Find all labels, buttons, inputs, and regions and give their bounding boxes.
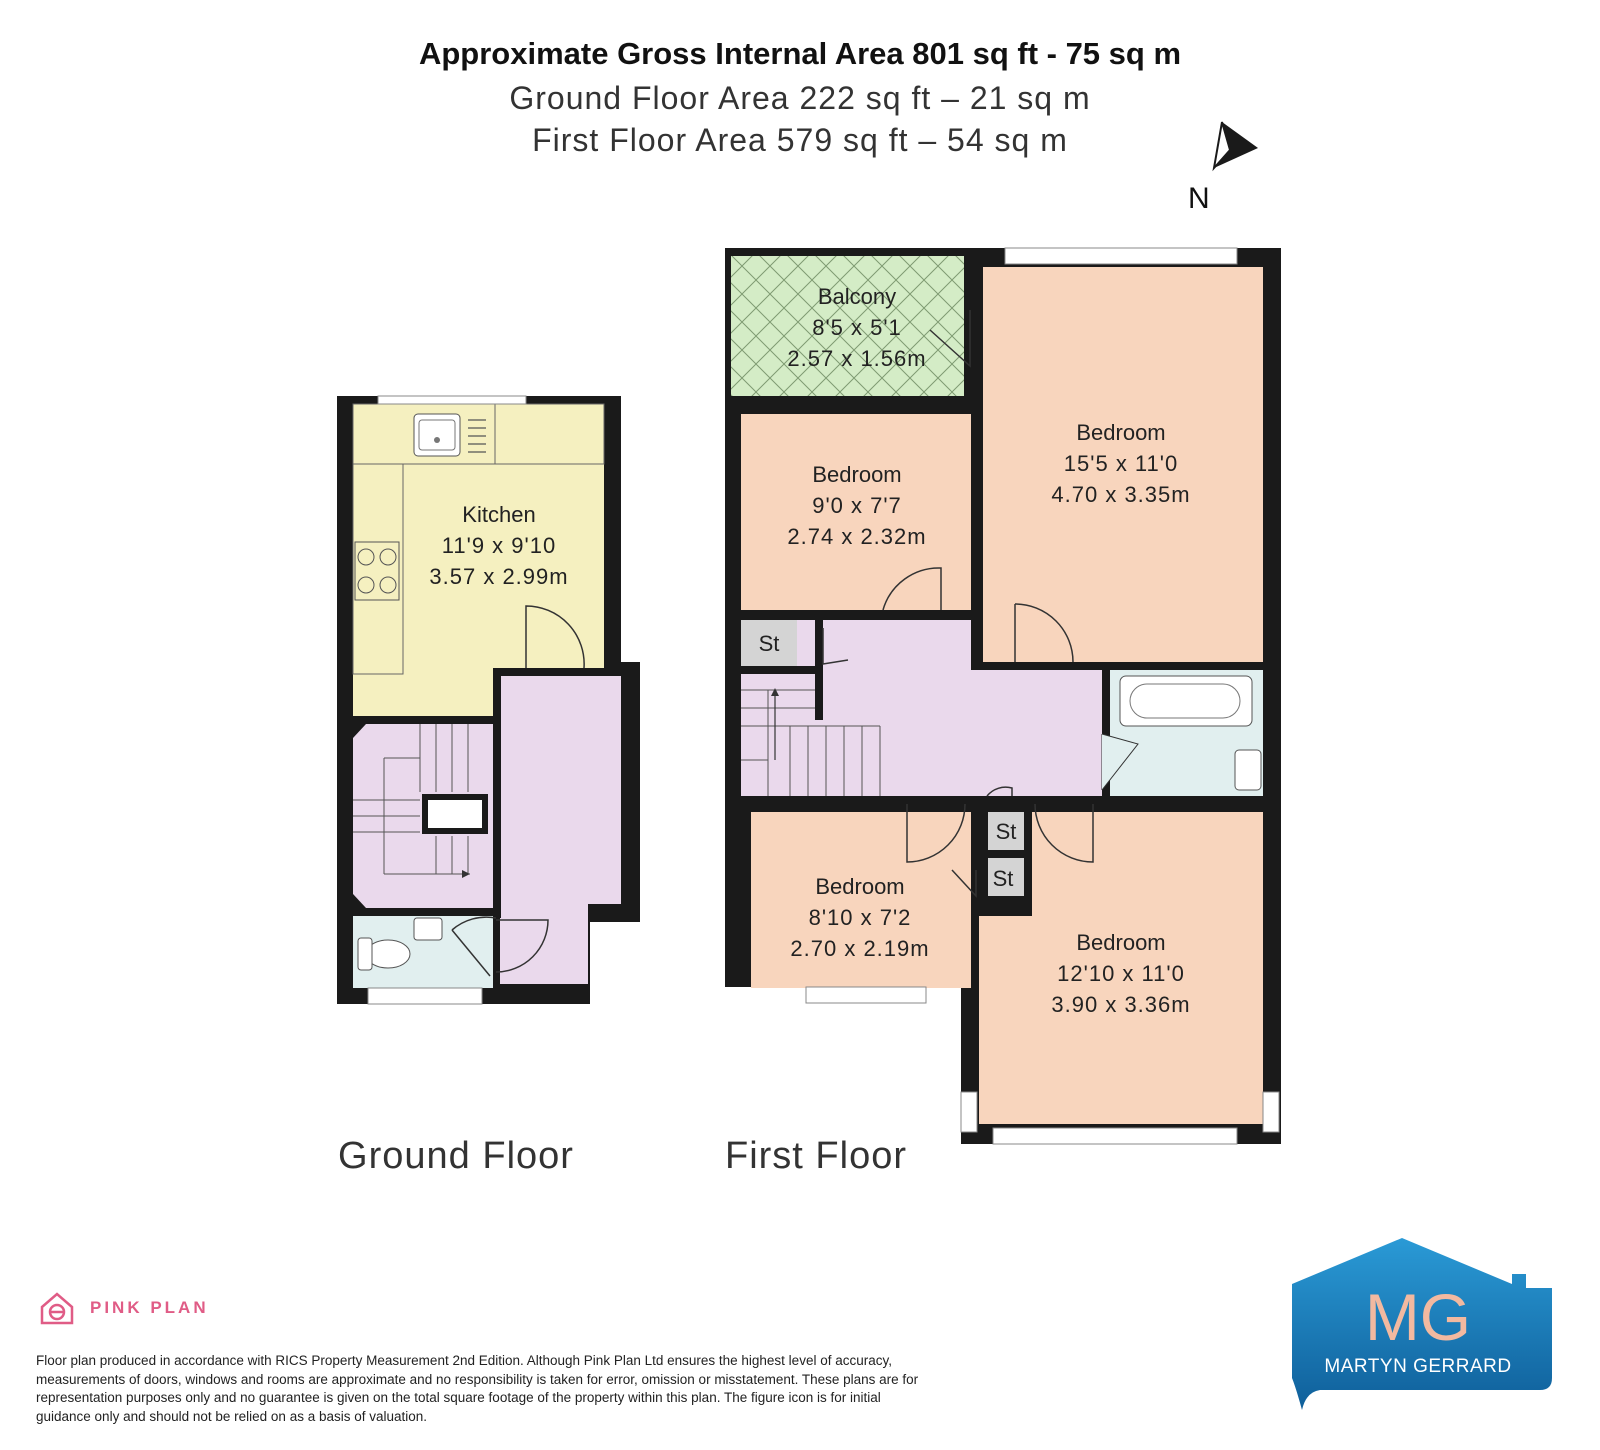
mg-company-name: MARTYN GERRARD	[1324, 1356, 1512, 1377]
area-title: Approximate Gross Internal Area 801 sq ft - 75 sq m	[418, 36, 1182, 71]
bedroom-c-name: Bedroom	[815, 874, 905, 899]
balcony-name: Balcony	[817, 284, 897, 309]
pink-plan-brand	[38, 1288, 209, 1328]
kitchen-name: Kitchen	[462, 502, 536, 527]
kitchen-metric: 3.57 x 2.99m	[429, 564, 569, 589]
ground-floor-label: Ground Floor	[338, 1135, 574, 1177]
first-floor-area: First Floor Area 579 sq ft – 54 sq m	[532, 122, 1068, 158]
pink-plan-name: PINK PLAN	[90, 1298, 209, 1317]
store-2-label: St	[995, 819, 1017, 844]
bedroom-b-imperial: 15'5 x 11'0	[1063, 451, 1179, 476]
bedroom-c-metric: 2.70 x 2.19m	[790, 936, 930, 961]
bedroom-a-metric: 2.74 x 2.32m	[787, 524, 927, 549]
balcony-metric: 2.57 x 1.56m	[787, 346, 927, 371]
bedroom-a-imperial: 9'0 x 7'7	[812, 493, 902, 518]
north-arrow-icon	[1188, 122, 1258, 215]
mg-initials: MG	[1364, 1280, 1472, 1354]
kitchen-imperial: 11'9 x 9'10	[441, 533, 557, 558]
bedroom-b-name: Bedroom	[1076, 420, 1166, 445]
bedroom-c-imperial: 8'10 x 7'2	[808, 905, 912, 930]
bedroom-d-imperial: 12'10 x 11'0	[1057, 961, 1185, 986]
first-floor-label: First Floor	[725, 1135, 907, 1177]
balcony-imperial: 8'5 x 5'1	[812, 315, 902, 340]
store-1-label: St	[758, 631, 780, 656]
bedroom-a-name: Bedroom	[812, 462, 902, 487]
disclaimer-text: Floor plan produced in accordance with RICS Property Measurement 2nd Edition. Although Pink Plan Ltd ensures the highest level of accuracy, measurements of doors, windows and rooms are approximate and no responsibility is taken for error, omission or misstatement. These plans are for representation purposes only and no guarantee is given on the total square footage of the property within this plan. The figure icon is for initial guidance only and should not be relied on as a basis of valuation.	[36, 1353, 919, 1424]
ground-floor-area: Ground Floor Area 222 sq ft – 21 sq m	[509, 80, 1091, 116]
bedroom-b-metric: 4.70 x 3.35m	[1051, 482, 1191, 507]
bedroom-bottom-left	[751, 812, 971, 988]
ground-floor-plan	[337, 396, 650, 1012]
martyn-gerrard-logo	[1290, 1238, 1560, 1418]
bedroom-d-name: Bedroom	[1076, 930, 1166, 955]
compass-label: N	[1188, 182, 1210, 215]
store-3-label: St	[992, 866, 1014, 891]
pink-plan-logo-icon	[38, 1289, 76, 1327]
bedroom-d-metric: 3.90 x 3.36m	[1051, 992, 1191, 1017]
first-floor-plan	[725, 248, 1281, 1147]
